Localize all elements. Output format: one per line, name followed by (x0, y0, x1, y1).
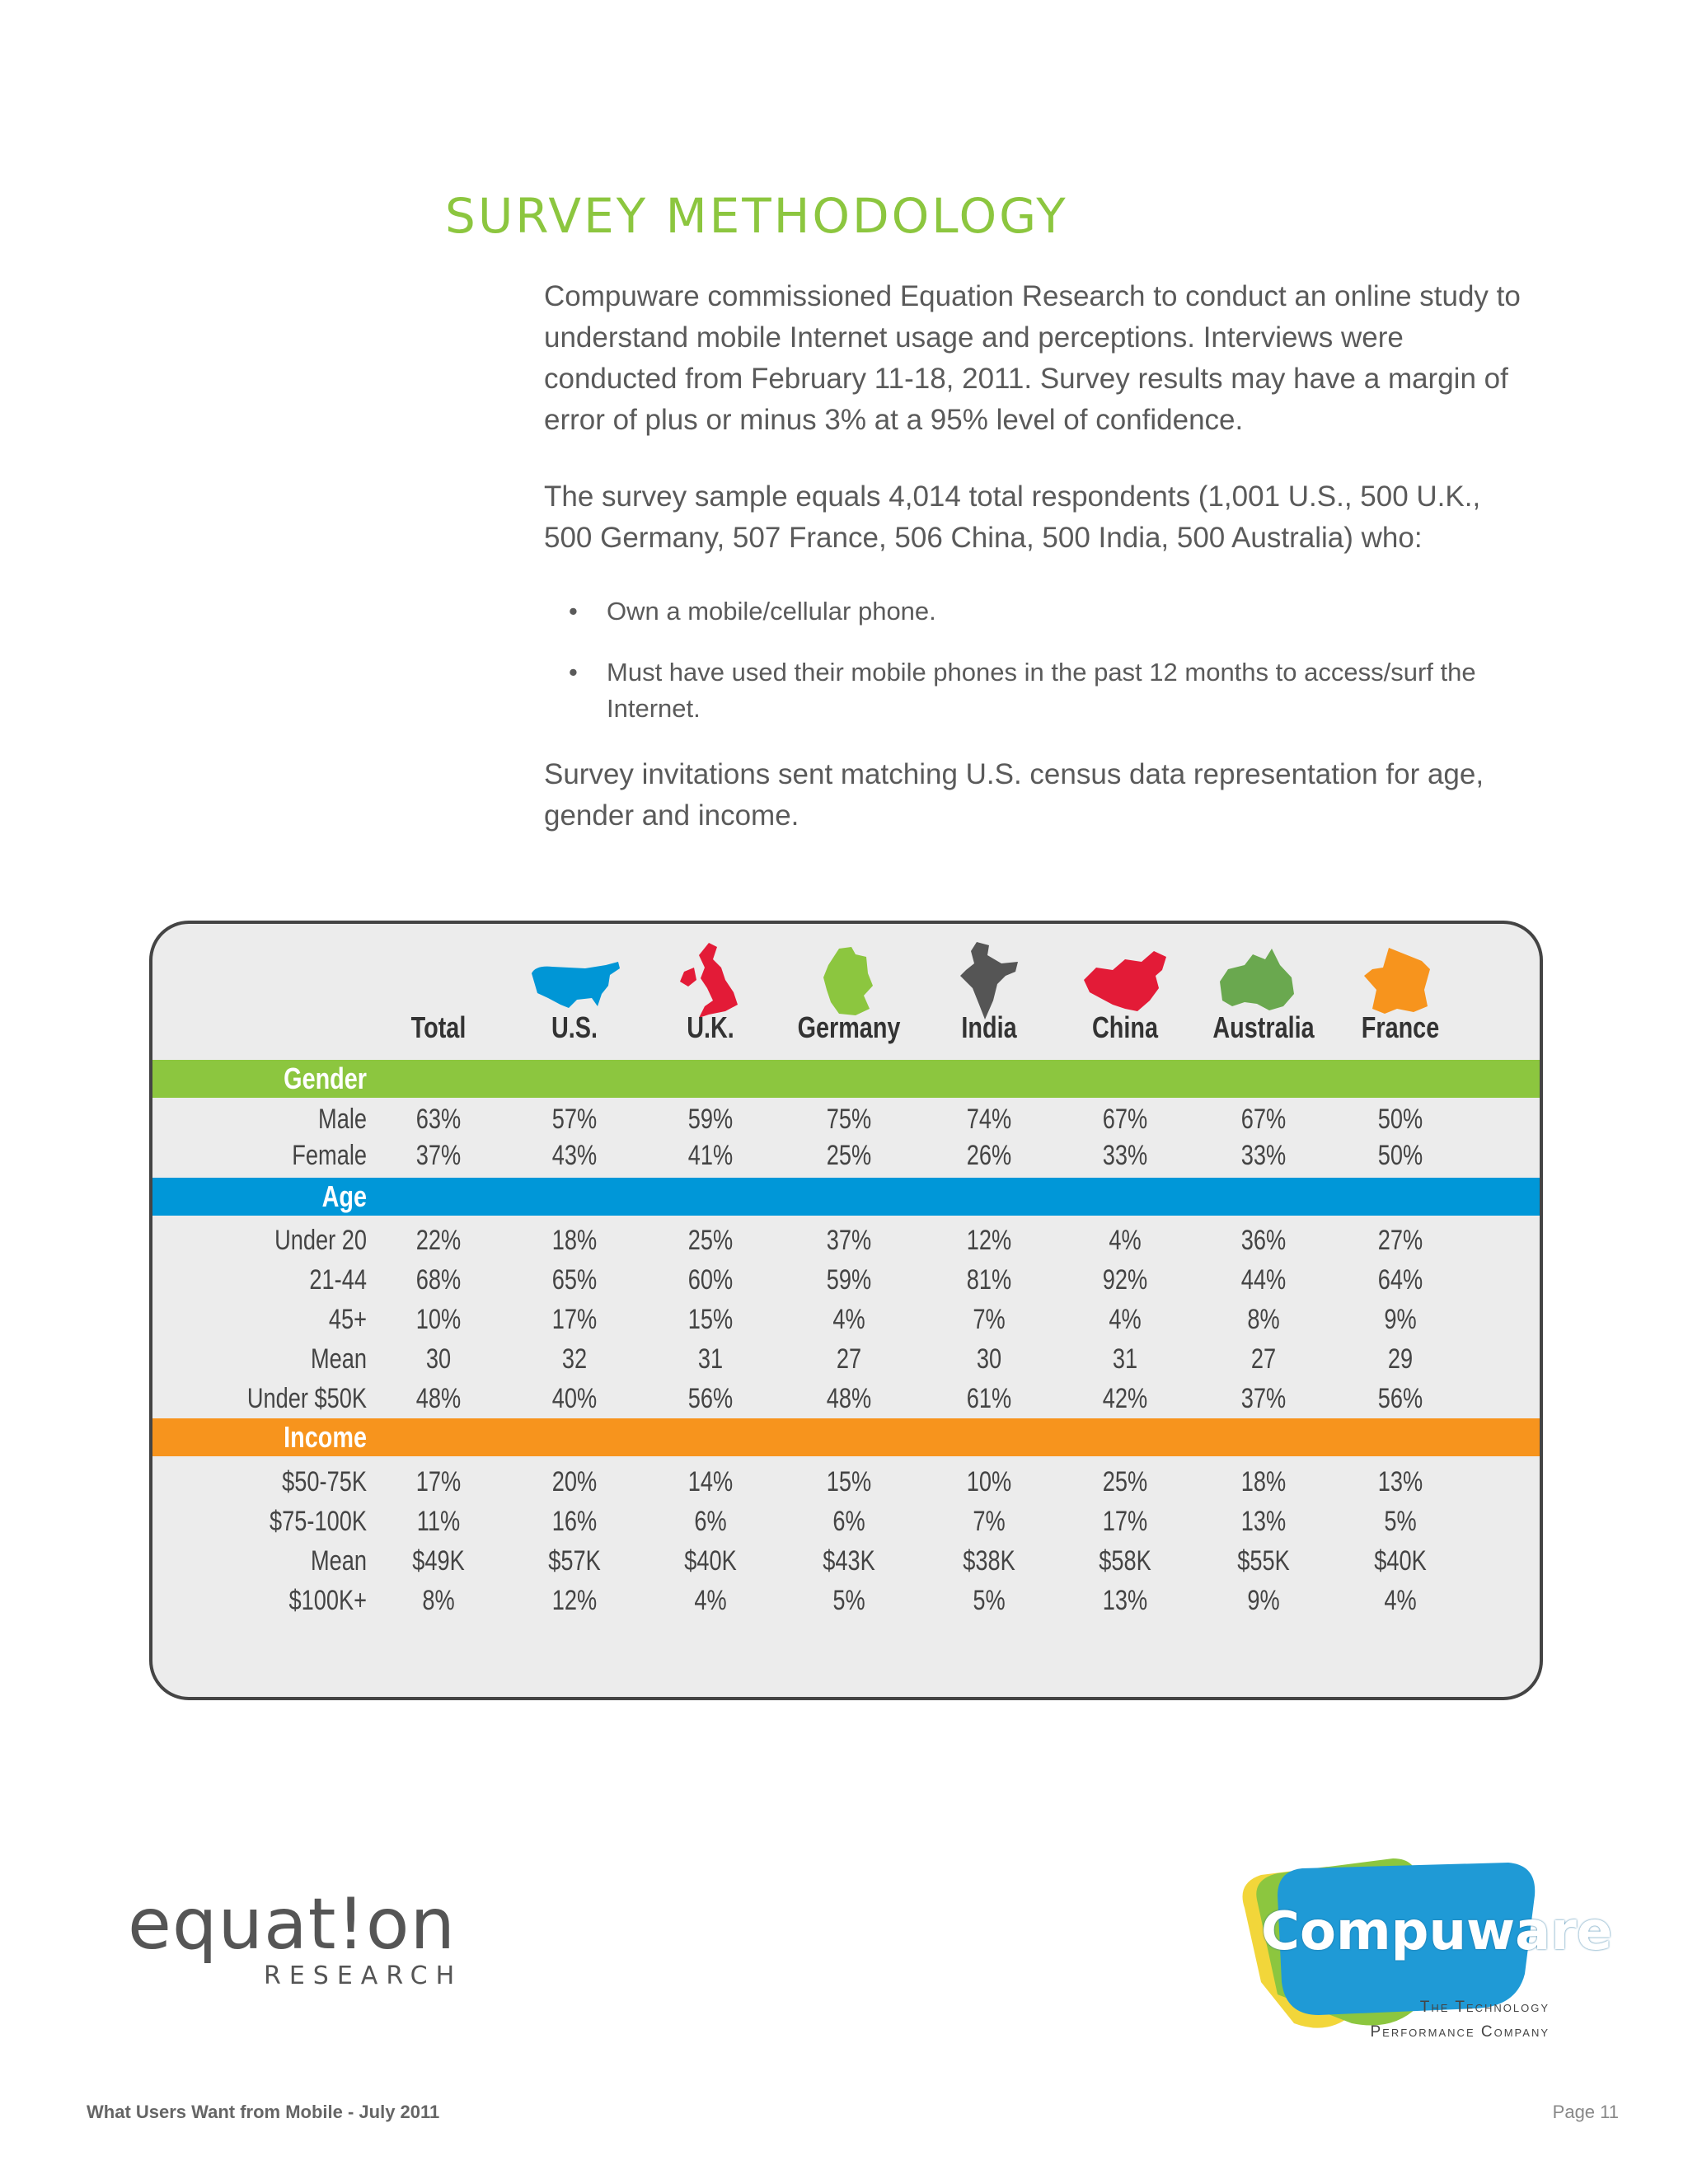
column-header: India (961, 1010, 1017, 1044)
bullet-icon: • (569, 597, 578, 626)
table-cell: 56% (687, 1383, 734, 1414)
table-cell: 25% (826, 1140, 872, 1171)
table-cell: 15% (826, 1466, 872, 1497)
sample-paragraph: The survey sample equals 4,014 total respondents (1,001 U.S., 500 U.K., 500 Germany, 507 France, 506 China, 500 India, 500 Australia) who: (544, 480, 1481, 554)
table-cell: 48% (826, 1383, 872, 1414)
table-cell: 13% (1240, 1506, 1287, 1537)
table-cell: 92% (1102, 1264, 1148, 1296)
table-cell: 11% (416, 1506, 461, 1537)
india-map-icon (956, 939, 1022, 1021)
bullet-text: Must have used their mobile phones in the past 12 months to access/surf the Internet. (607, 658, 1476, 723)
table-cell: 27 (836, 1343, 862, 1375)
table-cell: $38K (963, 1545, 1015, 1577)
table-cell: 20% (551, 1466, 598, 1497)
table-cell: 13% (1102, 1585, 1148, 1616)
table-cell: 41% (687, 1140, 734, 1171)
table-cell: 18% (1240, 1466, 1287, 1497)
table-cell: 50% (1377, 1104, 1423, 1135)
table-cell: 48% (415, 1383, 462, 1414)
table-cell: 37% (826, 1225, 872, 1256)
table-cell: 81% (966, 1264, 1012, 1296)
table-cell: 4% (1384, 1585, 1417, 1616)
table-cell: 17% (415, 1466, 462, 1497)
table-cell: 37% (1240, 1383, 1287, 1414)
table-cell: 12% (551, 1585, 598, 1616)
table-cell: 8% (422, 1585, 455, 1616)
table-cell: 5% (1384, 1506, 1417, 1537)
equation-research-logo (128, 1883, 463, 1990)
table-cell: 42% (1102, 1383, 1148, 1414)
table-cell: $57K (548, 1545, 601, 1577)
equation-logo-word: equat!on (128, 1883, 457, 1966)
column-header: Total (410, 1010, 467, 1044)
census-paragraph: Survey invitations sent matching U.S. census data representation for age, gender and income. (544, 758, 1484, 832)
income-band (152, 1418, 1540, 1456)
footer-page-number: Page 11 (1552, 2102, 1619, 2122)
row-label: Mean (310, 1545, 367, 1577)
table-cell: 10% (415, 1304, 462, 1335)
list-item (569, 593, 1533, 630)
table-cell: $49K (412, 1545, 465, 1577)
row-label: Under 20 (274, 1225, 367, 1256)
table-cell: 31 (697, 1343, 724, 1375)
table-cell: 60% (687, 1264, 734, 1296)
table-cell: 18% (551, 1225, 598, 1256)
table-cell: 9% (1247, 1585, 1280, 1616)
row-label: $50-75K (282, 1466, 367, 1497)
column-header: Australia (1212, 1010, 1315, 1044)
row-label: Male (318, 1104, 367, 1135)
table-cell: 33% (1102, 1140, 1148, 1171)
table-cell: 30 (425, 1343, 452, 1375)
table-cell: 50% (1377, 1140, 1423, 1171)
list-item (569, 654, 1533, 727)
table-cell: 63% (415, 1104, 462, 1135)
table-cell: 4% (832, 1304, 865, 1335)
table-cell: 15% (687, 1304, 734, 1335)
table-cell: 13% (1377, 1466, 1423, 1497)
table-cell: 4% (694, 1585, 727, 1616)
compuware-logo-word: Compuware (1261, 1901, 1613, 1962)
uk-map-icon (676, 939, 746, 1021)
table-cell: 14% (687, 1466, 734, 1497)
table-cell: 6% (832, 1506, 865, 1537)
table-cell: 36% (1240, 1225, 1287, 1256)
row-label: Under $50K (246, 1383, 367, 1414)
row-label: Female (292, 1140, 367, 1171)
table-cell: $43K (823, 1545, 875, 1577)
table-cell: 44% (1240, 1264, 1287, 1296)
table-cell: 7% (973, 1506, 1006, 1537)
table-cell: 4% (1109, 1304, 1142, 1335)
table-cell: 31 (1112, 1343, 1138, 1375)
table-cell: $58K (1099, 1545, 1151, 1577)
age-band (152, 1178, 1540, 1216)
demographics-table (149, 921, 1543, 1700)
criteria-list (569, 593, 1533, 752)
equation-logo-sub: RESEARCH (264, 1961, 463, 1990)
compuware-tagline-1: The Technology (1419, 1999, 1550, 2016)
column-header: China (1091, 1010, 1158, 1044)
compuware-tagline-2: Performance Company (1370, 2023, 1550, 2041)
bullet-text: Own a mobile/cellular phone. (607, 597, 936, 626)
row-label: 21-44 (309, 1264, 367, 1296)
table-cell: 67% (1240, 1104, 1287, 1135)
table-cell: 40% (551, 1383, 598, 1414)
table-cell: 30 (976, 1343, 1002, 1375)
income-section-label: Income (284, 1420, 367, 1454)
page-title: SURVEY METHODOLOGY (445, 188, 1068, 244)
table-cell: 6% (694, 1506, 727, 1537)
table-cell: 9% (1384, 1304, 1417, 1335)
column-header: U.K. (687, 1010, 734, 1044)
age-section-label: Age (321, 1179, 367, 1213)
row-label: $100K+ (288, 1585, 367, 1616)
table-cell: 61% (966, 1383, 1012, 1414)
row-label: $75-100K (270, 1506, 367, 1537)
china-map-icon (1080, 947, 1170, 1017)
table-cell: 25% (1102, 1466, 1148, 1497)
table-cell: 27 (1250, 1343, 1277, 1375)
table-cell: 22% (415, 1225, 462, 1256)
intro-paragraph: Compuware commissioned Equation Research to conduct an online study to understand mobile Internet usage and perceptions. Interviews were conducted from February 11-18, 2011. Survey results may have a margin of error of plus or minus 3% at a 95% level of confidence. (544, 280, 1521, 436)
australia-map-icon (1216, 944, 1298, 1019)
table-cell: 12% (966, 1225, 1012, 1256)
table-cell: 25% (687, 1225, 734, 1256)
table-cell: 27% (1377, 1225, 1423, 1256)
table-cell: 59% (687, 1104, 734, 1135)
us-map-icon (528, 957, 626, 1015)
table-cell: 10% (966, 1466, 1012, 1497)
table-cell: 29 (1387, 1343, 1414, 1375)
table-cell: 57% (551, 1104, 598, 1135)
table-cell: 68% (415, 1264, 462, 1296)
footer-document-title: What Users Want from Mobile - July 2011 (87, 2102, 440, 2122)
table-cell: 8% (1247, 1304, 1280, 1335)
table-cell: 33% (1240, 1140, 1287, 1171)
table-cell: 64% (1377, 1264, 1423, 1296)
bullet-icon: • (569, 658, 578, 687)
table-cell: 59% (826, 1264, 872, 1296)
table-cell: 75% (826, 1104, 872, 1135)
table-cell: 32 (561, 1343, 588, 1375)
table-cell: 65% (551, 1264, 598, 1296)
germany-map-icon (818, 944, 876, 1019)
gender-section-label: Gender (284, 1062, 367, 1095)
table-cell: 56% (1377, 1383, 1423, 1414)
table-cell: 67% (1102, 1104, 1148, 1135)
table-cell: 74% (966, 1104, 1012, 1135)
table-cell: $40K (684, 1545, 737, 1577)
table-cell: $55K (1237, 1545, 1290, 1577)
row-label: 45+ (328, 1304, 367, 1335)
table-cell: 5% (973, 1585, 1006, 1616)
column-header: France (1361, 1010, 1440, 1044)
column-header: U.S. (551, 1010, 598, 1044)
gender-band (152, 1060, 1540, 1098)
table-cell: 17% (1102, 1506, 1148, 1537)
table-cell: 26% (966, 1140, 1012, 1171)
table-cell: 7% (973, 1304, 1006, 1335)
table-cell: 5% (832, 1585, 865, 1616)
table-cell: 37% (415, 1140, 462, 1171)
table-cell: 43% (551, 1140, 598, 1171)
column-header: Germany (797, 1010, 901, 1044)
table-cell: 17% (551, 1304, 598, 1335)
table-cell: 4% (1109, 1225, 1142, 1256)
table-cell: 16% (551, 1506, 598, 1537)
row-label: Mean (310, 1343, 367, 1375)
france-map-icon (1360, 944, 1434, 1019)
table-cell: $40K (1374, 1545, 1427, 1577)
